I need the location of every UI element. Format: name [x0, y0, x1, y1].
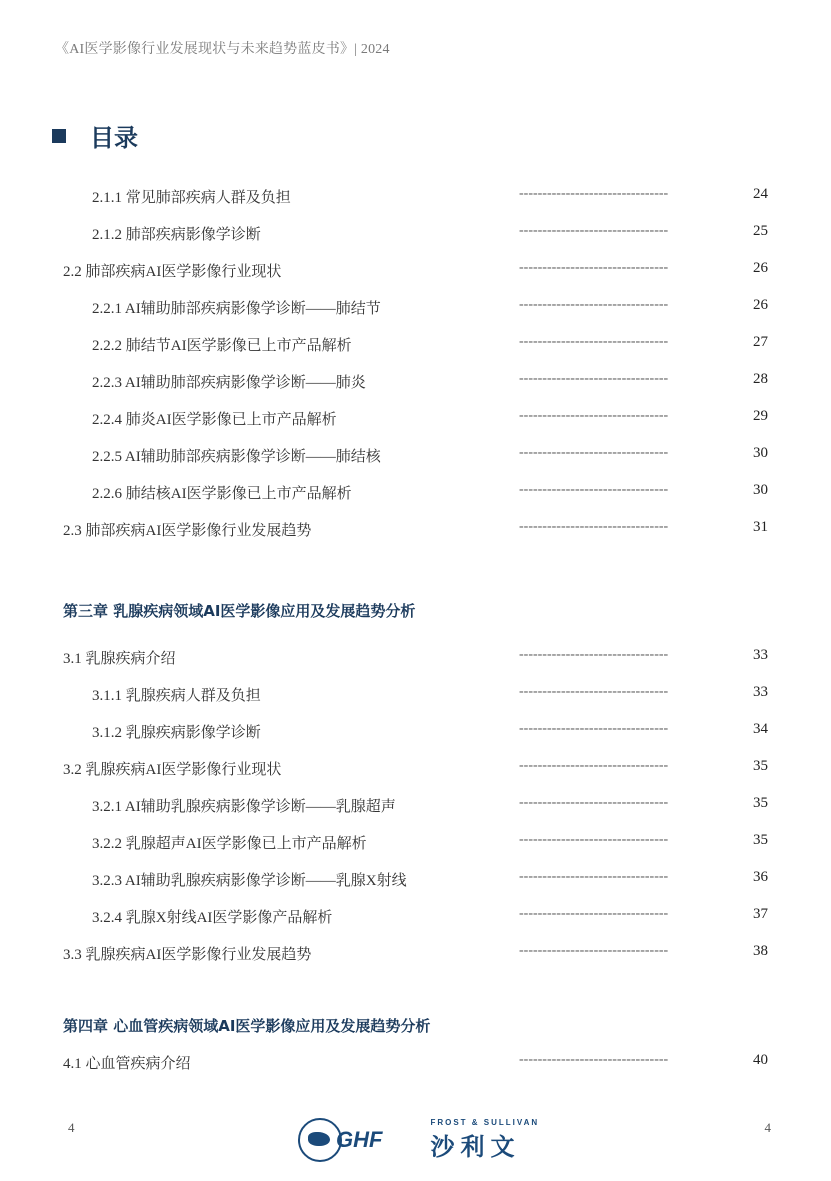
toc-page-number: 40	[753, 1052, 768, 1068]
toc-title-text: 目录	[90, 124, 138, 152]
ghf-logo	[298, 1118, 382, 1162]
toc-page-number: 33	[753, 647, 768, 663]
toc-entry-label: 2.2.2 肺结节AI医学影像已上市产品解析	[92, 338, 352, 354]
toc-leader-dots: --------------------------------	[519, 684, 669, 699]
toc-entry-label: 2.2 肺部疾病AI医学影像行业现状	[63, 264, 282, 280]
toc-entry-label: 2.2.5 AI辅助肺部疾病影像学诊断——肺结核	[92, 449, 381, 465]
toc-entry[interactable]	[0, 795, 831, 819]
toc-entry[interactable]	[0, 1052, 831, 1076]
toc-entry-label: 3.2.4 乳腺X射线AI医学影像产品解析	[92, 910, 333, 926]
toc-page-number: 33	[753, 684, 768, 700]
toc-entry-label: 3.1.1 乳腺疾病人群及负担	[92, 688, 261, 704]
chapter-heading-4: 第四章 心血管疾病领域AI医学影像应用及发展趋势分析	[63, 1017, 431, 1035]
toc-entry-label: 4.1 心血管疾病介绍	[63, 1056, 191, 1072]
toc-page-number: 35	[753, 795, 768, 811]
frost-sullivan-logo	[430, 1118, 539, 1162]
toc-leader-dots: --------------------------------	[519, 943, 669, 958]
toc-entry[interactable]	[0, 906, 831, 930]
toc-entry[interactable]	[0, 869, 831, 893]
toc-page-number: 26	[753, 297, 768, 313]
toc-entry-label: 3.3 乳腺疾病AI医学影像行业发展趋势	[63, 947, 312, 963]
toc-page-number: 38	[753, 943, 768, 959]
frost-sullivan-en: FROST & SULLIVAN	[430, 1118, 540, 1127]
toc-entry[interactable]	[0, 186, 831, 210]
toc-page-number: 27	[753, 334, 768, 350]
frost-sullivan-cn: 沙利文	[430, 1133, 521, 1161]
toc-entry[interactable]	[0, 647, 831, 671]
toc-page-number: 26	[753, 260, 768, 276]
toc-page-number: 31	[753, 519, 768, 535]
chapter-heading-3: 第三章 乳腺疾病领域AI医学影像应用及发展趋势分析	[63, 602, 416, 620]
globe-icon	[298, 1118, 342, 1162]
toc-entry[interactable]	[0, 758, 831, 782]
toc-entry[interactable]	[0, 482, 831, 506]
toc-entry-label: 2.1.1 常见肺部疾病人群及负担	[92, 190, 291, 206]
toc-leader-dots: --------------------------------	[519, 260, 669, 275]
document-header: 《AI医学影像行业发展现状与未来趋势蓝皮书》| 2024	[55, 42, 390, 57]
toc-leader-dots: --------------------------------	[519, 519, 669, 534]
ghf-logo-text: GHF	[336, 1127, 383, 1152]
toc-entry[interactable]	[0, 832, 831, 856]
toc-entry[interactable]	[0, 721, 831, 745]
page-number-left: 4	[68, 1120, 75, 1135]
page-number-right: 4	[764, 1120, 771, 1135]
toc-entry[interactable]	[0, 371, 831, 395]
toc-entry-label: 3.2.1 AI辅助乳腺疾病影像学诊断——乳腺超声	[92, 799, 396, 815]
toc-entry-label: 2.1.2 肺部疾病影像学诊断	[92, 227, 261, 243]
toc-page-number: 28	[753, 371, 768, 387]
toc-leader-dots: --------------------------------	[519, 1052, 669, 1067]
toc-leader-dots: --------------------------------	[519, 371, 669, 386]
toc-page-number: 34	[753, 721, 768, 737]
toc-leader-dots: --------------------------------	[519, 758, 669, 773]
toc-entry[interactable]	[0, 334, 831, 358]
toc-entry[interactable]	[0, 684, 831, 708]
toc-leader-dots: --------------------------------	[519, 869, 669, 884]
toc-page-number: 29	[753, 408, 768, 424]
toc-page-number: 37	[753, 906, 768, 922]
toc-entry-label: 2.2.3 AI辅助肺部疾病影像学诊断——肺炎	[92, 375, 366, 391]
toc-leader-dots: --------------------------------	[519, 186, 669, 201]
toc-entry-label: 3.1 乳腺疾病介绍	[63, 651, 176, 667]
toc-leader-dots: --------------------------------	[519, 223, 669, 238]
toc-entry[interactable]	[0, 260, 831, 284]
toc-leader-dots: --------------------------------	[519, 297, 669, 312]
toc-entry-label: 3.2.2 乳腺超声AI医学影像已上市产品解析	[92, 836, 367, 852]
footer-logos	[298, 1118, 539, 1162]
toc-entry-label: 2.2.1 AI辅助肺部疾病影像学诊断——肺结节	[92, 301, 381, 317]
toc-leader-dots: --------------------------------	[519, 445, 669, 460]
toc-entry-label: 3.2 乳腺疾病AI医学影像行业现状	[63, 762, 282, 778]
toc-entry-label: 3.1.2 乳腺疾病影像学诊断	[92, 725, 261, 741]
title-square-icon	[52, 129, 66, 143]
toc-entry-label: 2.3 肺部疾病AI医学影像行业发展趋势	[63, 523, 312, 539]
toc-entry[interactable]	[0, 943, 831, 967]
toc-leader-dots: --------------------------------	[519, 482, 669, 497]
toc-page-number: 30	[753, 445, 768, 461]
toc-page-number: 24	[753, 186, 768, 202]
toc-page-number: 36	[753, 869, 768, 885]
toc-entry[interactable]	[0, 408, 831, 432]
toc-entry[interactable]	[0, 445, 831, 469]
toc-entry[interactable]	[0, 519, 831, 543]
toc-entry[interactable]	[0, 297, 831, 321]
toc-entry-label: 3.2.3 AI辅助乳腺疾病影像学诊断——乳腺X射线	[92, 873, 407, 889]
toc-page-number: 35	[753, 758, 768, 774]
toc-page-number: 25	[753, 223, 768, 239]
toc-leader-dots: --------------------------------	[519, 721, 669, 736]
toc-title	[52, 118, 138, 153]
toc-leader-dots: --------------------------------	[519, 647, 669, 662]
toc-leader-dots: --------------------------------	[519, 906, 669, 921]
toc-entry[interactable]	[0, 223, 831, 247]
toc-page-number: 30	[753, 482, 768, 498]
toc-entry-label: 2.2.6 肺结核AI医学影像已上市产品解析	[92, 486, 352, 502]
toc-leader-dots: --------------------------------	[519, 334, 669, 349]
toc-leader-dots: --------------------------------	[519, 795, 669, 810]
toc-leader-dots: --------------------------------	[519, 832, 669, 847]
toc-leader-dots: --------------------------------	[519, 408, 669, 423]
toc-page-number: 35	[753, 832, 768, 848]
toc-entry-label: 2.2.4 肺炎AI医学影像已上市产品解析	[92, 412, 337, 428]
